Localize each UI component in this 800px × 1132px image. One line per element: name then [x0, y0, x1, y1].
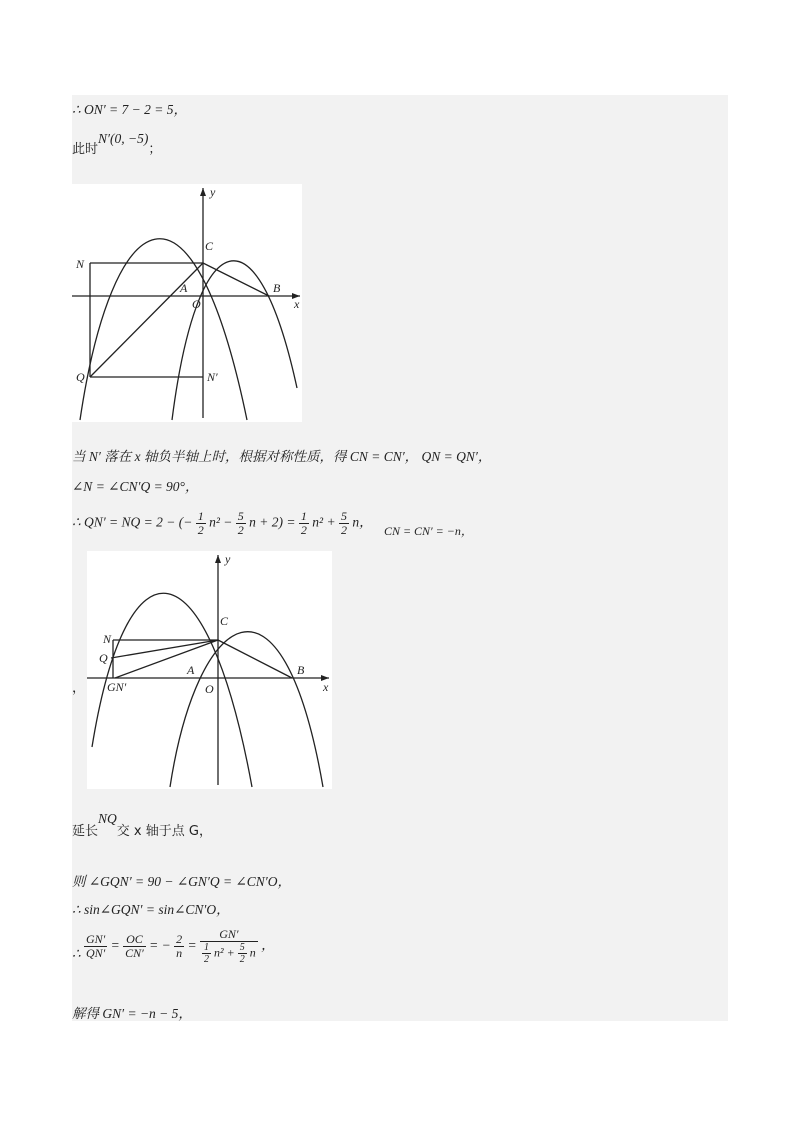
sine-relation: ∴ sin∠GQN′ = sin∠CN′O，: [72, 902, 230, 917]
label-b: B: [297, 663, 305, 677]
symmetry-statement: 当 N′ 落在 x 轴负半轴上时，根据对称性质，得 CN = CN′， QN = QN′，: [72, 449, 492, 464]
frac-half-1: $\frac{1}{2}$: [197, 509, 204, 537]
angle-relation: 则 ∠GQN′ = 90 − ∠GN′Q = ∠CN′O，: [72, 874, 292, 889]
eq-part-f: CN = CN′ = −n，: [383, 523, 473, 538]
label-y: y: [210, 185, 216, 199]
label-n-prime: N′: [207, 370, 218, 384]
label-a: A: [180, 281, 188, 295]
angle-statement: ∠N = ∠CN′Q = 90°，: [72, 479, 199, 494]
label-b: B: [273, 281, 281, 295]
label-n: N: [76, 257, 85, 271]
label-y: y: [225, 552, 231, 566]
label-q: Q: [76, 370, 85, 384]
frac-gn-qn: $\frac{GN'}{QN'}$: [85, 932, 106, 960]
text-suffix: 交 x 轴于点 G，: [116, 824, 212, 839]
eq-sign-1: =: [110, 937, 120, 953]
label-gn-prime: GN′: [107, 680, 127, 694]
eq-part-c: n + 2) =: [249, 514, 296, 530]
extend-statement: [72, 811, 212, 839]
text-suffix: ；: [148, 142, 162, 157]
comma-before-figure: ，: [72, 680, 86, 696]
frac-big: GN′ $\frac{1}{2}$ n² + $\frac{5}{2}$ n: [200, 928, 258, 965]
frac-two-n: $\frac{2}{n}$: [176, 932, 183, 960]
label-x: x: [294, 297, 300, 311]
segment-nq: NQ: [98, 811, 117, 826]
label-x: x: [323, 680, 329, 694]
eq-on-prime: ∴ ON′ = 7 − 2 = 5，: [72, 102, 188, 117]
result-gn: 解得 GN′ = −n − 5，: [72, 1006, 192, 1021]
figure-2-graph: [87, 551, 332, 789]
figure-2: [87, 551, 332, 789]
eq-part-b: n² −: [209, 514, 233, 530]
figure-1: [72, 184, 302, 422]
frac-five-half-1: $\frac{5}{2}$: [237, 509, 244, 537]
label-c: C: [220, 614, 229, 628]
ratio-equation: [72, 928, 275, 965]
figure-1-graph: [72, 184, 302, 422]
frac-oc-cn: $\frac{OC}{CN'}$: [125, 932, 144, 960]
qn-equation: [72, 510, 473, 537]
eq-part-d: n² +: [312, 514, 336, 530]
frac-five-half-2: $\frac{5}{2}$: [340, 509, 347, 537]
eq-sign-2: = −: [149, 937, 171, 953]
label-c: C: [205, 239, 214, 253]
label-o: O: [192, 297, 201, 311]
text-prefix: 延长: [72, 824, 99, 839]
eq-tail: ，: [261, 937, 275, 953]
label-o: O: [205, 682, 214, 696]
label-n: N: [103, 632, 112, 646]
therefore-symbol: ∴: [72, 945, 81, 961]
label-q: Q: [99, 651, 108, 665]
frac-half-2: $\frac{1}{2}$: [300, 509, 307, 537]
eq-sign-3: =: [187, 937, 197, 953]
point-n-prime-line: [72, 131, 162, 157]
label-a: A: [187, 663, 195, 677]
point-n-prime: N′(0, −5): [98, 131, 149, 146]
text-prefix: 此时: [72, 142, 99, 157]
eq-part-a: ∴ QN′ = NQ = 2 − (−: [72, 514, 193, 530]
eq-part-e: n，: [352, 514, 373, 530]
